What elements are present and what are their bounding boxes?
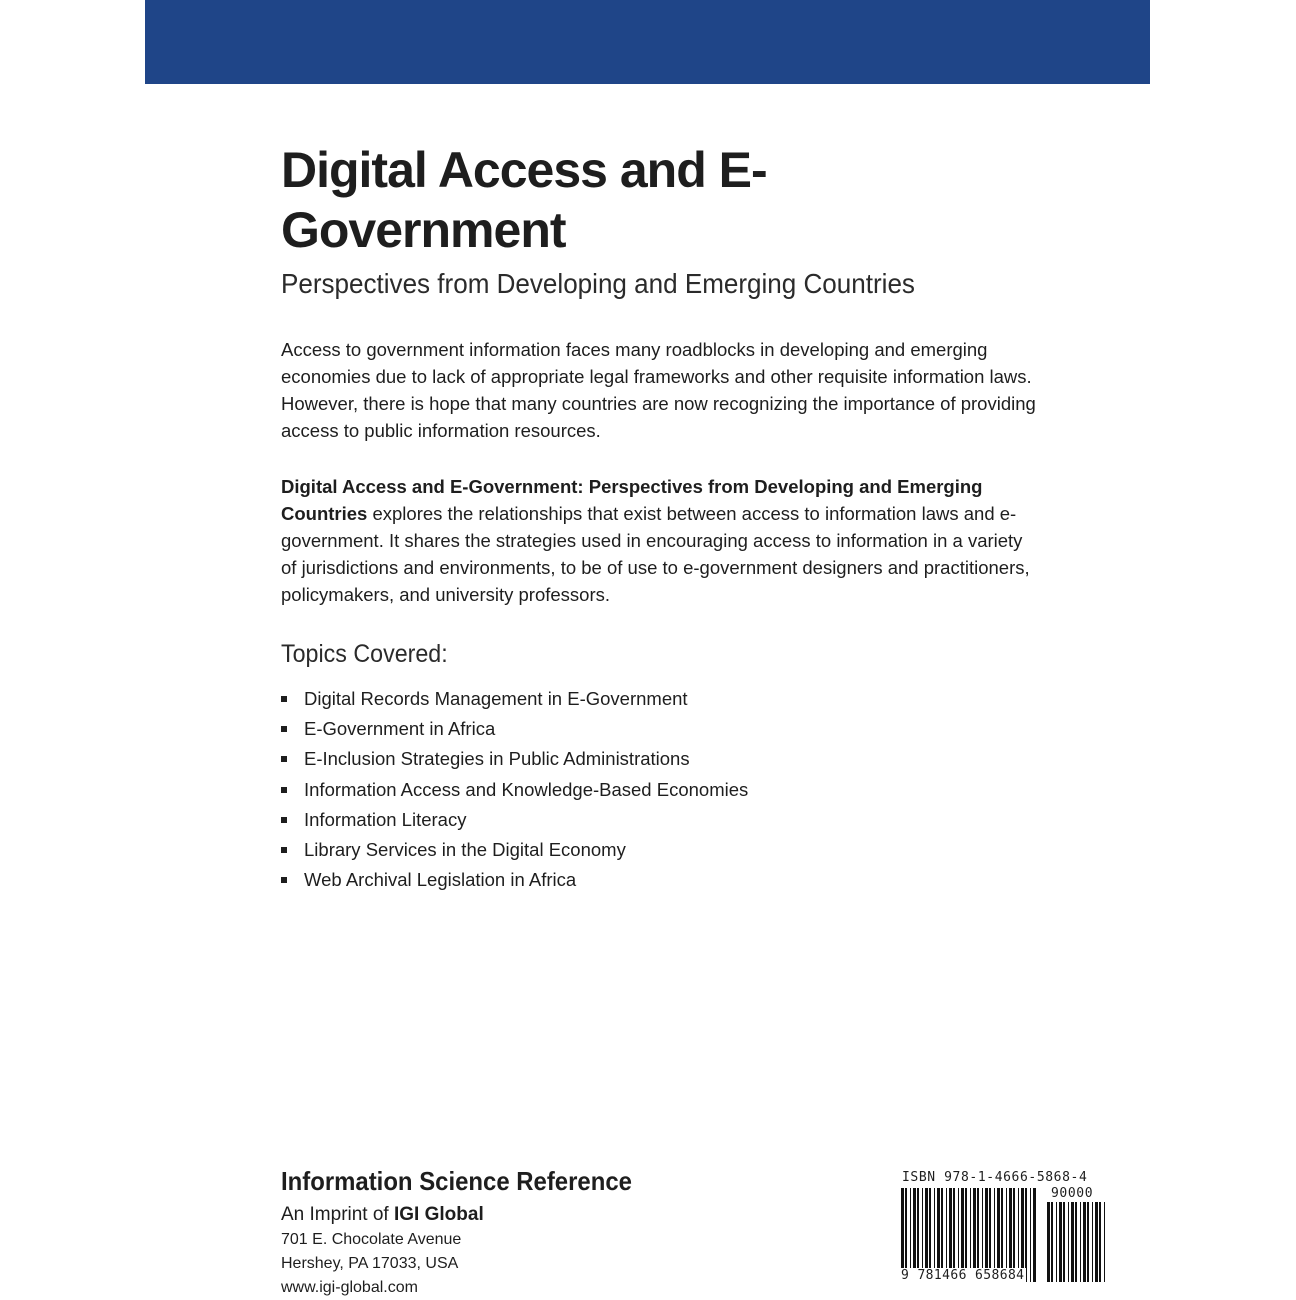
description-paragraph-2-text: explores the relationships that exist between access to information laws and e-government. It shares the strategies used in encouraging access to information in a variety of jurisdictions and environments, to be of use to e-government designers and practitioners, policymakers, and university professors. (281, 503, 1030, 605)
description-book-name: Digital Access and E-Government: Perspectives from Developing and Emerging Countries (281, 476, 983, 524)
publisher-address-line-2: Hershey, PA 17033, USA (281, 1255, 459, 1272)
list-item (281, 865, 1041, 895)
topics-heading: Topics Covered: (281, 640, 448, 668)
bullet-square-icon (281, 877, 287, 883)
barcode-ean-number: 9 781466 658684 (901, 1268, 1025, 1283)
barcode-addon-bars (1047, 1202, 1105, 1282)
list-item (281, 805, 1041, 835)
publisher-block (281, 1164, 701, 1300)
list-item (281, 835, 1041, 865)
list-item-label: E-Inclusion Strategies in Public Administrations (304, 748, 690, 770)
bullet-square-icon (281, 817, 287, 823)
list-item-label: E-Government in Africa (304, 718, 496, 740)
barcode-bar (1063, 1202, 1065, 1282)
list-item-label: Web Archival Legislation in Africa (304, 869, 577, 891)
publisher-website: www.igi-global.com (281, 1279, 418, 1296)
publisher-name: Information Science Reference (281, 1166, 632, 1196)
list-item (281, 714, 1041, 744)
barcode-bar (1092, 1202, 1093, 1282)
bullet-square-icon (281, 726, 287, 732)
barcode-bar (1099, 1202, 1101, 1282)
description-paragraph-1: Access to government information faces many roadblocks in developing and emerging economies due to lack of appropriate legal frameworks and other requisite information laws. However, there is hope that many countries are now recognizing the importance of providing access to public information resources. (281, 339, 1036, 441)
barcode-bar (1087, 1202, 1089, 1282)
barcode-bar (1030, 1188, 1031, 1282)
imprint-prefix: An Imprint of (281, 1204, 394, 1225)
topics-list (281, 684, 1041, 895)
bullet-square-icon (281, 787, 287, 793)
barcode-bar (1056, 1202, 1057, 1282)
top-color-band (145, 0, 1150, 84)
barcode-bar (1095, 1202, 1098, 1282)
description-paragraph-2 (281, 473, 1041, 608)
list-item-label: Information Access and Knowledge-Based Economies (304, 778, 749, 800)
list-item (281, 684, 1041, 714)
bullet-square-icon (281, 847, 287, 853)
barcode-bar (1059, 1202, 1062, 1282)
bullet-square-icon (281, 696, 287, 702)
barcode-bar (1068, 1202, 1069, 1282)
barcode-bar (1080, 1202, 1081, 1282)
barcode-bar (1051, 1202, 1053, 1282)
bullet-square-icon (281, 756, 287, 762)
barcode-bar (1083, 1202, 1086, 1282)
barcode-bar (1071, 1202, 1074, 1282)
book-title: Digital Access and E-Government (281, 142, 767, 258)
publisher-imprint (281, 1202, 701, 1228)
list-item-label: Library Services in the Digital Economy (304, 839, 626, 861)
publisher-address-line-1: 701 E. Chocolate Avenue (281, 1231, 462, 1248)
barcode-bar (1033, 1188, 1036, 1282)
list-item-label: Information Literacy (304, 808, 467, 830)
list-item (281, 775, 1041, 805)
list-item (281, 744, 1041, 774)
barcode-addon-number: 90000 (1051, 1186, 1094, 1201)
list-item-label: Digital Records Management in E-Government (304, 688, 688, 709)
main-content (281, 140, 1041, 895)
barcode-bar (1047, 1202, 1050, 1282)
barcode-bar (1075, 1202, 1077, 1282)
barcode-bar (1104, 1202, 1105, 1282)
imprint-name: IGI Global (394, 1204, 484, 1225)
isbn-label: ISBN 978-1-4666-5868-4 (902, 1170, 1088, 1185)
book-subtitle: Perspectives from Developing and Emerging Countries (281, 268, 915, 299)
